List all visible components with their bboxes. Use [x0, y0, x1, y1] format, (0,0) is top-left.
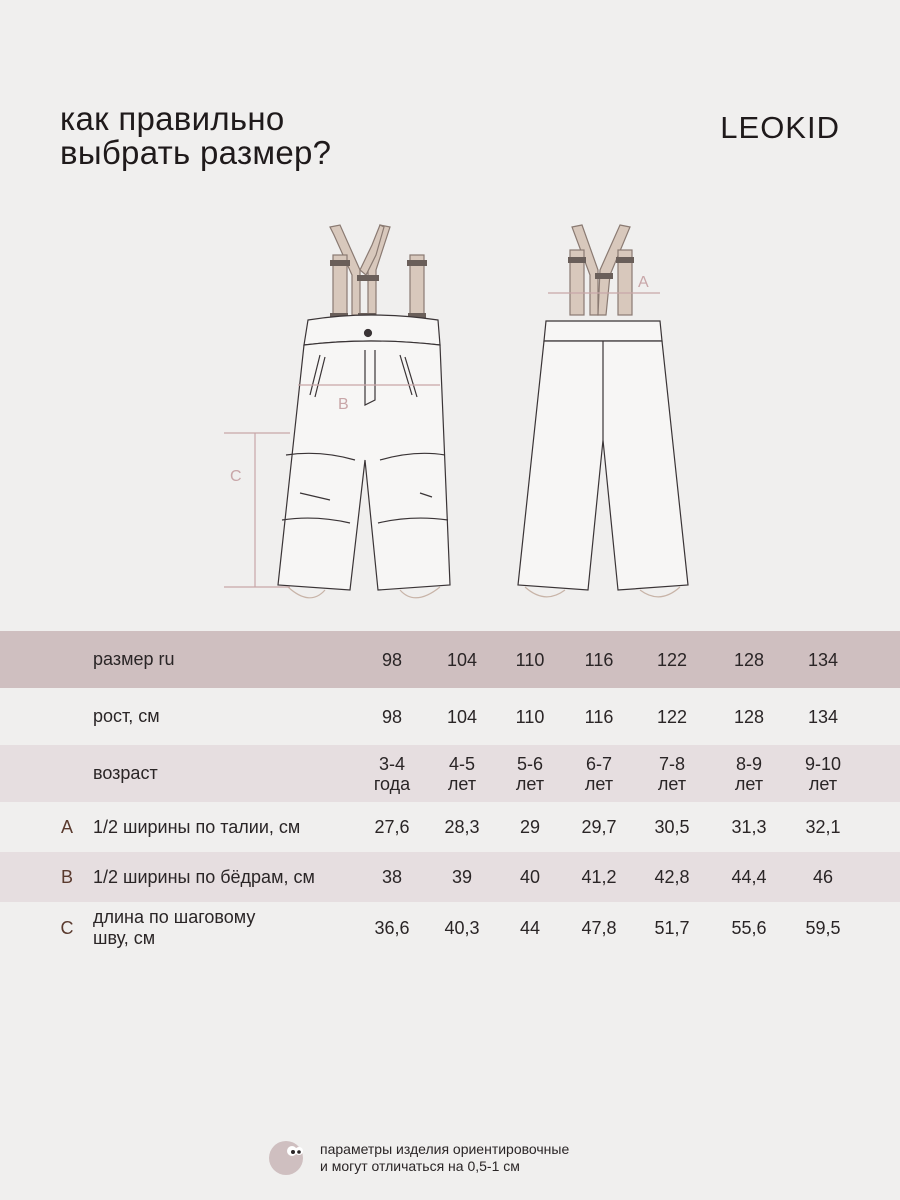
- table-cell: 122: [656, 649, 688, 670]
- table-cell: 28,3: [444, 817, 480, 837]
- table-cell: 55,6: [731, 918, 767, 938]
- table-row: [0, 852, 900, 902]
- table-cell: 38: [381, 867, 403, 887]
- row-letter: A: [60, 816, 73, 837]
- row-letter: B: [60, 866, 73, 887]
- table-cell: 59,5: [805, 918, 841, 938]
- table-cell: 47,8: [581, 918, 617, 938]
- table-cell: 116: [584, 649, 614, 670]
- row-label: 1/2 ширины по талии, см: [93, 816, 301, 837]
- table-cell: 5-6 лет: [515, 753, 545, 794]
- table-cell: 40: [519, 867, 541, 887]
- table-cell: 128: [733, 706, 765, 727]
- row-label: длина по шаговому шву, см: [93, 907, 256, 948]
- table-cell: 98: [381, 706, 403, 727]
- table-cell: 134: [807, 649, 839, 670]
- table-cell: 104: [446, 706, 478, 727]
- table-row: [0, 688, 900, 745]
- table-cell: 30,5: [654, 817, 690, 837]
- table-cell: 44,4: [731, 867, 767, 887]
- table-cell: 134: [807, 706, 839, 727]
- mascot-icon: [268, 1140, 304, 1176]
- table-cell: 9-10 лет: [804, 753, 842, 794]
- note-line-1: параметры изделия ориентировочные: [320, 1141, 570, 1157]
- table-cell: 41,2: [581, 867, 617, 887]
- table-cell: 110: [515, 706, 545, 727]
- table-cell: 128: [733, 649, 765, 670]
- table-cell: 32,1: [805, 817, 841, 837]
- table-row: [0, 745, 900, 802]
- row-letter: C: [60, 917, 74, 938]
- label-a: A: [638, 274, 649, 291]
- table-cell: 8-9 лет: [734, 753, 764, 794]
- table-cell: 39: [451, 867, 473, 887]
- title-line-2: выбрать размер?: [60, 134, 332, 171]
- table-row: [0, 631, 900, 688]
- title-line-1: как правильно: [60, 100, 285, 137]
- size-table: [0, 631, 900, 954]
- table-cell: 42,8: [654, 867, 690, 887]
- table-cell: 3-4 года: [373, 753, 411, 794]
- table-row: [0, 802, 900, 852]
- table-cell: 29,7: [581, 817, 617, 837]
- front-view: [224, 225, 450, 598]
- table-cell: 29: [519, 817, 541, 837]
- table-cell: 104: [446, 649, 478, 670]
- table-cell: 7-8 лет: [657, 753, 687, 794]
- page-title: [60, 102, 331, 170]
- back-view: [518, 225, 688, 597]
- disclaimer-note: [268, 1140, 569, 1176]
- table-cell: 31,3: [731, 817, 767, 837]
- pants-illustration: [200, 215, 720, 615]
- table-cell: 116: [584, 706, 614, 727]
- table-cell: 98: [381, 649, 403, 670]
- table-cell: 51,7: [654, 918, 690, 938]
- row-label: 1/2 ширины по бёдрам, см: [93, 866, 315, 887]
- row-label: рост, см: [93, 706, 160, 726]
- brand-logo: LEOKID: [720, 110, 840, 145]
- table-cell: 27,6: [374, 817, 410, 837]
- table-cell: 4-5 лет: [447, 753, 477, 794]
- label-b: B: [338, 396, 349, 413]
- note-line-2: и могут отличаться на 0,5-1 см: [320, 1158, 520, 1174]
- table-cell: 122: [656, 706, 688, 727]
- table-cell: 6-7 лет: [584, 753, 614, 794]
- table-cell: 40,3: [444, 918, 480, 938]
- label-c: C: [230, 468, 242, 485]
- table-cell: 44: [519, 918, 541, 938]
- row-label: размер ru: [93, 649, 175, 669]
- table-cell: 46: [812, 867, 834, 887]
- row-label: возраст: [93, 763, 158, 783]
- table-cell: 36,6: [374, 918, 410, 938]
- table-cell: 110: [515, 649, 545, 670]
- note-text: [320, 1141, 569, 1175]
- table-row: [0, 902, 900, 954]
